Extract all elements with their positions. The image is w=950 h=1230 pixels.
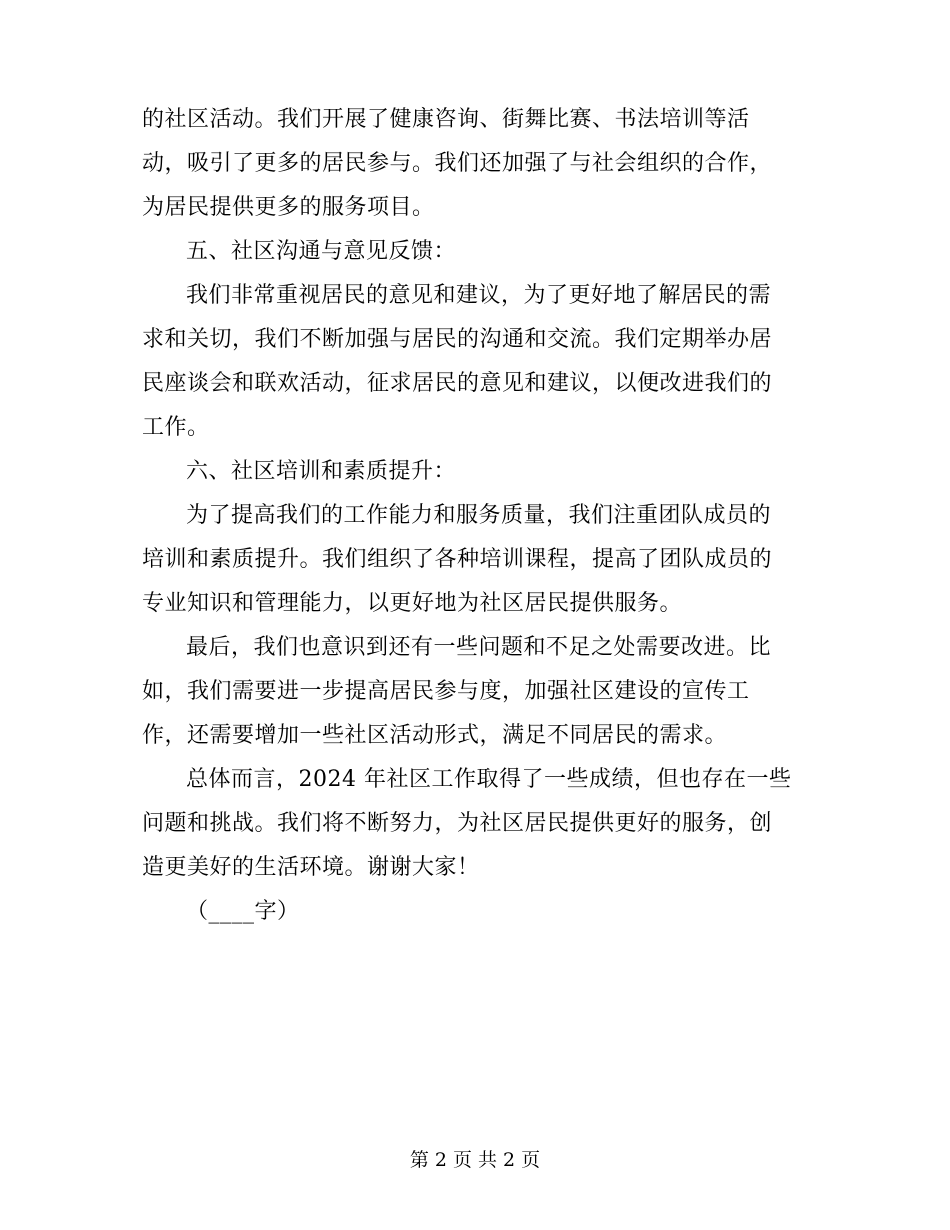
- body-line: 工作。: [142, 415, 210, 440]
- page-footer: 第 2 页 共 2 页: [409, 1149, 541, 1171]
- body-line: 培训和素质提升。我们组织了各种培训课程，提高了团队成员的: [142, 547, 773, 572]
- word-count-line: （____字）: [186, 899, 300, 924]
- body-line: 为居民提供更多的服务项目。: [142, 195, 435, 220]
- body-line: 动，吸引了更多的居民参与。我们还加强了与社会组织的合作，: [142, 151, 773, 176]
- body-line: 为了提高我们的工作能力和服务质量，我们注重团队成员的: [186, 503, 772, 528]
- body-line: 民座谈会和联欢活动，征求居民的意见和建议，以便改进我们的: [142, 371, 773, 396]
- body-line: 问题和挑战。我们将不断努力，为社区居民提供更好的服务，创: [142, 811, 773, 836]
- body-line: 造更美好的生活环境。谢谢大家！: [142, 855, 480, 880]
- body-line: 如，我们需要进一步提高居民参与度，加强社区建设的宣传工: [142, 679, 750, 704]
- section-heading: 五、社区沟通与意见反馈：: [186, 239, 457, 264]
- body-line: 求和关切，我们不断加强与居民的沟通和交流。我们定期举办居: [142, 327, 773, 352]
- document-body: [142, 98, 807, 934]
- body-line: 最后，我们也意识到还有一些问题和不足之处需要改进。比: [186, 635, 772, 660]
- body-line: 总体而言，2024 年社区工作取得了一些成绩，但也存在一些: [186, 767, 792, 792]
- body-line: 专业知识和管理能力，以更好地为社区居民提供服务。: [142, 591, 683, 616]
- section-heading: 六、社区培训和素质提升：: [186, 459, 457, 484]
- body-line: 作，还需要增加一些社区活动形式，满足不同居民的需求。: [142, 723, 728, 748]
- body-line: 我们非常重视居民的意见和建议，为了更好地了解居民的需: [186, 283, 772, 308]
- body-line: 的社区活动。我们开展了健康咨询、街舞比赛、书法培训等活: [142, 107, 750, 132]
